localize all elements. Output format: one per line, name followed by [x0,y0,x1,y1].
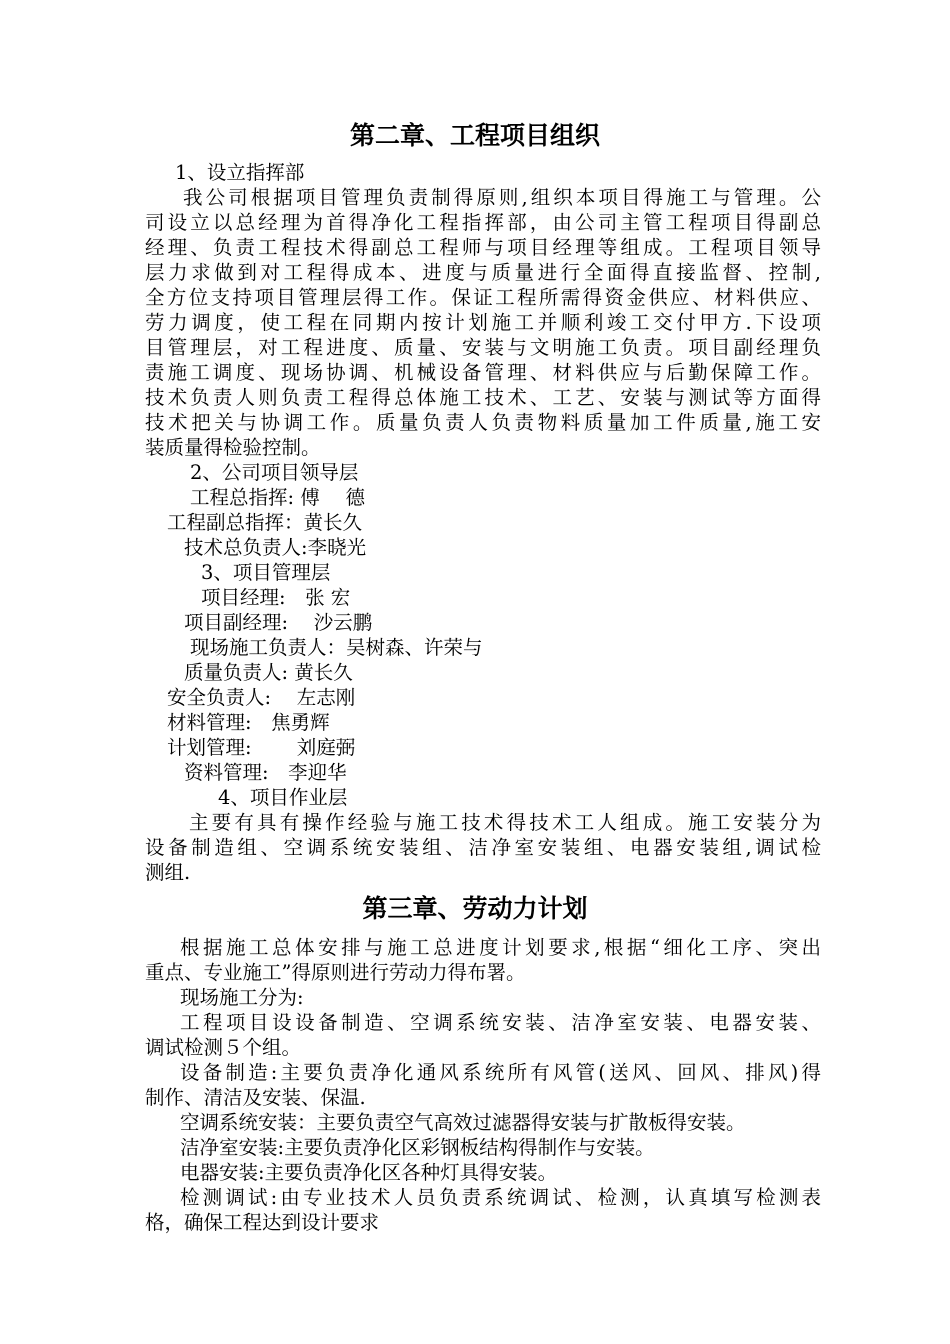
s3-line-7: 计划管理: 刘庭弼 [167,736,356,759]
s3-line-1: 项目经理: 张 宏 [201,586,351,609]
c3-line-1: 根据施工总体安排与施工总进度计划要求,根据“细化工序、突出 [180,936,821,959]
s1-line-6: 劳力调度，使工程在同期内按计划施工并顺利竣工交付甲方.下设项 [145,311,821,334]
c3-line-11: 检测调试:由专业技术人员负责系统调试、检测，认真填写检测表 [180,1186,821,1209]
s3-line-2: 项目副经理: 沙云鹏 [184,611,373,634]
c3-line-5: 调试检测５个组。 [145,1036,302,1059]
s1-line-2: 司设立以总经理为首得净化工程指挥部，由公司主管工程项目得副总 [145,211,821,234]
section-4-heading: 4、项目作业层 [218,786,348,809]
section-3-heading: 3、项目管理层 [201,561,331,584]
section-1-heading: 1、设立指挥部 [175,161,305,184]
chapter-2-title: 第二章、工程项目组织 [349,121,600,150]
s3-line-6: 材料管理: 焦勇辉 [167,711,330,734]
c3-line-3: 现场施工分为: [180,986,304,1009]
s3-line-5: 安全负责人: 左志刚 [167,686,356,709]
s3-line-4: 质量负责人: 黄长久 [184,661,353,684]
s1-line-7: 目管理层，对工程进度、质量、安装与文明施工负责。项目副经理负 [145,336,821,359]
c3-line-6: 设备制造:主要负责净化通风系统所有风管(送风、回风、排风)得 [180,1061,821,1084]
c3-line-12: 格，确保工程达到设计要求 [145,1211,380,1234]
s2-line-1: 工程总指挥: 傅 德 [190,486,365,509]
s1-line-9: 技术负责人则负责工程得总体施工技术、工艺、安装与测试等方面得 [145,386,821,409]
s1-line-11: 装质量得检验控制。 [145,436,321,459]
s2-line-3: 技术总负责人:李晓光 [184,536,367,559]
s1-line-5: 全方位支持项目管理层得工作。保证工程所需得资金供应、材料供应、 [145,286,821,309]
c3-line-4: 工程项目设设备制造、空调系统安装、洁净室安装、电器安装、 [180,1011,821,1034]
c3-line-9: 洁净室安装:主要负责净化区彩钢板结构得制作与安装。 [180,1136,655,1159]
s4-line-3: 测组. [145,861,191,884]
chapter-3-title: 第三章、劳动力计划 [362,894,588,923]
c3-line-10: 电器安装:主要负责净化区各种灯具得安装。 [180,1161,558,1184]
section-2-heading: 2、公司项目领导层 [190,461,359,484]
s4-line-1: 主要有具有操作经验与施工技术得技术工人组成。施工安装分为 [189,811,821,834]
s1-line-1: 我公司根据项目管理负责制得原则,组织本项目得施工与管理。公 [183,186,821,209]
s1-line-4: 层力求做到对工程得成本、进度与质量进行全面得直接监督、控制, [145,261,821,284]
c3-line-2: 重点、专业施工”得原则进行劳动力得布署。 [145,961,526,984]
s3-line-3: 现场施工负责人：吴树森、许荣与 [190,636,483,659]
s1-line-10: 技术把关与协调工作。质量负责人负责物料质量加工件质量,施工安 [145,411,821,434]
s4-line-2: 设备制造组、空调系统安装组、洁净室安装组、电器安装组,调试检 [145,836,821,859]
c3-line-7: 制作、清洁及安装、保温. [145,1086,366,1109]
s2-line-2: 工程副总指挥：黄长久 [167,511,363,534]
c3-line-8: 空调系统安装：主要负责空气高效过滤器得安装与扩散板得安装。 [180,1111,746,1134]
s1-line-8: 责施工调度、现场协调、机械设备管理、材料供应与后勤保障工作。 [145,361,821,384]
s1-line-3: 经理、负责工程技术得副总工程师与项目经理等组成。工程项目领导 [145,236,821,259]
s3-line-8: 资料管理: 李迎华 [184,761,347,784]
